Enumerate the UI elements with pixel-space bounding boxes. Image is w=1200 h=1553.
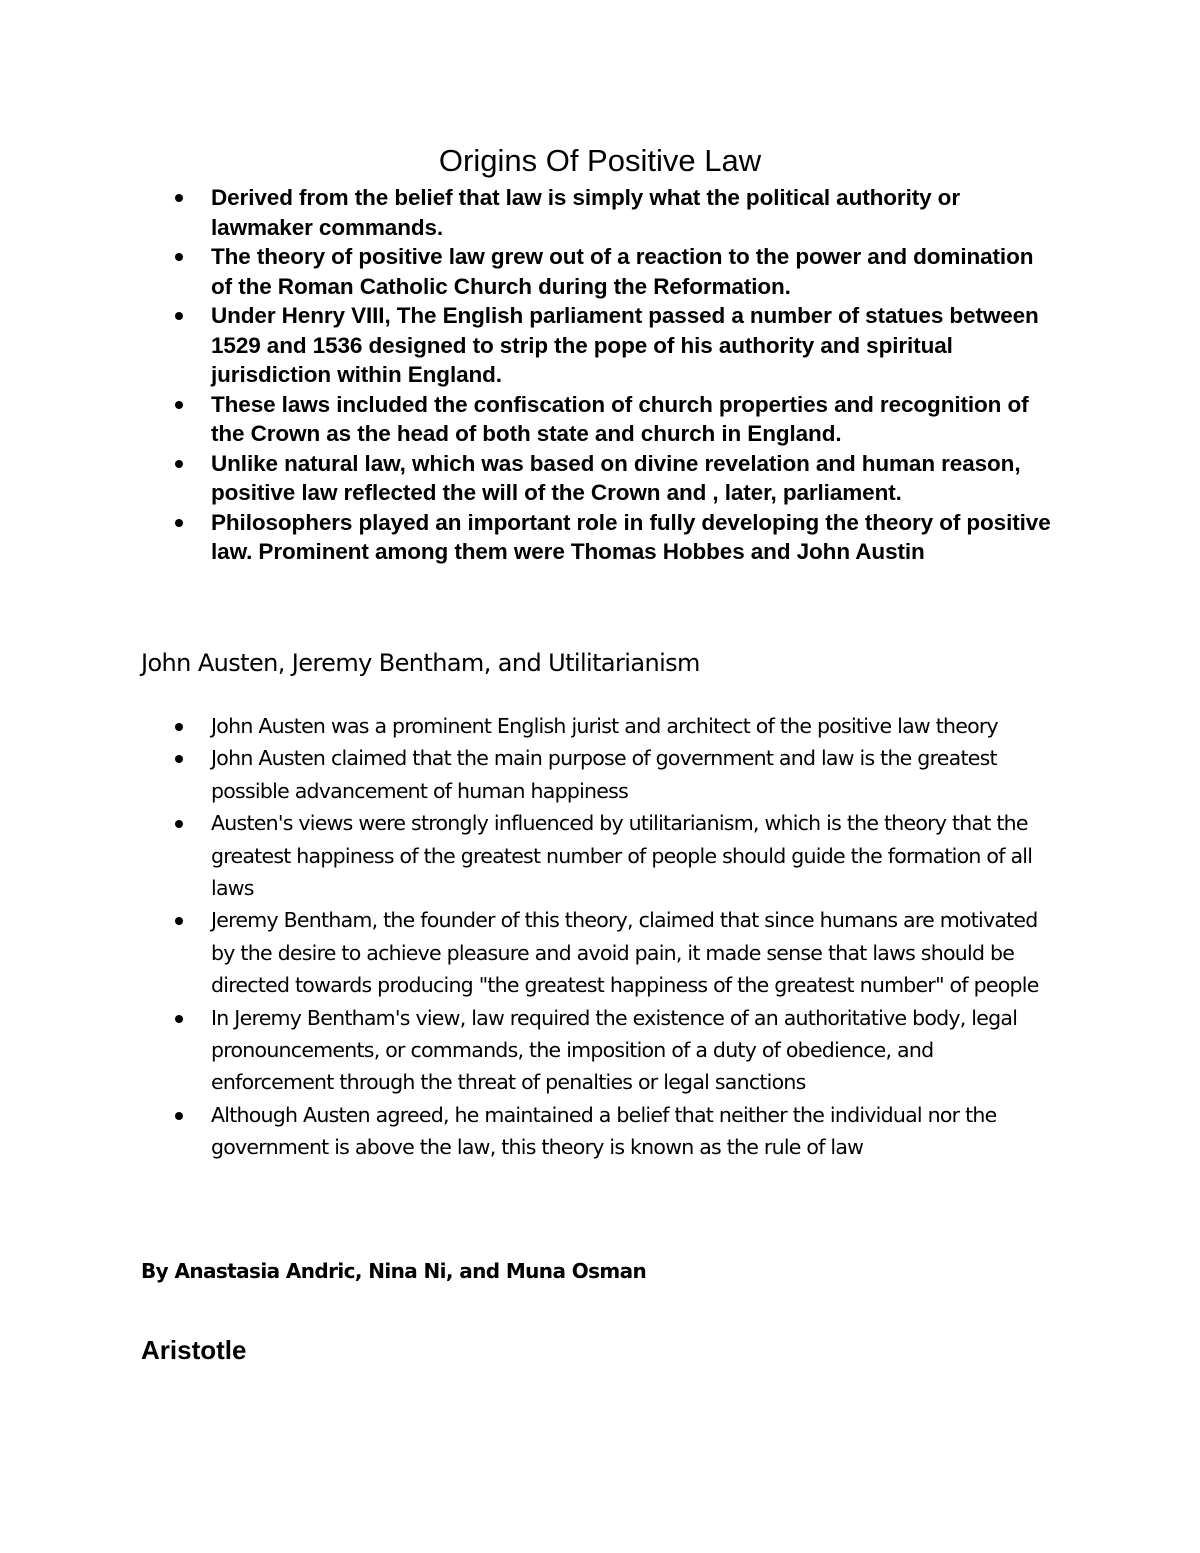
list-item	[0, 710, 1061, 742]
list-item	[0, 1002, 1061, 1099]
bullet-icon	[175, 820, 183, 828]
positive-law-origins-list	[0, 183, 1200, 567]
bullet-icon	[175, 194, 183, 202]
list-item-text: Jeremy Bentham, the founder of this theory, claimed that since humans are motivated by the desire to achieve pleasure and avoid pain, it made sense that laws should be directed towards producing "the greatest happiness of the greatest number" of people	[211, 908, 1039, 998]
list-item	[0, 807, 1061, 904]
list-item	[0, 449, 1051, 508]
list-item	[0, 183, 1051, 242]
utilitarianism-list	[0, 710, 1200, 1164]
list-item	[0, 301, 1051, 390]
list-item	[0, 242, 1051, 301]
bullet-icon	[175, 1112, 183, 1120]
list-item-text: John Austen claimed that the main purpose of government and law is the greatest possible advancement of human happiness	[211, 746, 997, 803]
list-item-text: Unlike natural law, which was based on divine revelation and human reason, positive law reflected the will of the Crown and , later, parliament.	[211, 450, 1021, 505]
section-heading: John Austen, Jeremy Bentham, and Utilitarianism	[141, 649, 700, 677]
bullet-icon	[175, 253, 183, 261]
bullet-icon	[175, 755, 183, 763]
list-item-text: Austen's views were strongly influenced by utilitarianism, which is the theory that the greatest happiness of the greatest number of people should guide the formation of all laws	[211, 811, 1033, 901]
list-item	[0, 508, 1051, 567]
list-item-text: The theory of positive law grew out of a reaction to the power and domination of the Roman Catholic Church during the Reformation.	[211, 244, 1034, 299]
bullet-icon	[175, 460, 183, 468]
list-item	[0, 742, 1061, 807]
list-item-text: Derived from the belief that law is simply what the political authority or lawmaker commands.	[211, 185, 960, 240]
list-item	[0, 1099, 1061, 1164]
list-item-text: John Austen was a prominent English jurist and architect of the positive law theory	[211, 714, 998, 738]
list-item	[0, 904, 1061, 1001]
next-section-heading: Aristotle	[141, 1335, 247, 1365]
bullet-icon	[175, 723, 183, 731]
authors-line: By Anastasia Andric, Nina Ni, and Muna Osman	[141, 1259, 647, 1283]
bullet-icon	[175, 519, 183, 527]
list-item-text: Under Henry VIII, The English parliament passed a number of statues between 1529 and 1536 designed to strip the pope of his authority and spiritual jurisdiction within England.	[211, 303, 1039, 387]
bullet-icon	[175, 917, 183, 925]
bullet-icon	[175, 401, 183, 409]
bullet-icon	[175, 1015, 183, 1023]
list-item-text: Philosophers played an important role in fully developing the theory of positive law. Prominent among them were Thomas Hobbes and John Austin	[211, 509, 1051, 564]
bullet-icon	[175, 312, 183, 320]
list-item-text: These laws included the confiscation of church properties and recognition of the Crown as the head of both state and church in England.	[211, 391, 1029, 446]
page-title: Origins Of Positive Law	[438, 143, 762, 178]
list-item	[0, 390, 1051, 449]
list-item-text: Although Austen agreed, he maintained a belief that neither the individual nor the government is above the law, this theory is known as the rule of law	[211, 1102, 997, 1160]
list-item-text: In Jeremy Bentham's view, law required the existence of an authoritative body, legal pronouncements, or commands, the imposition of a duty of obedience, and enforcement through the threat of penalties or legal sanctions	[211, 1005, 1018, 1095]
